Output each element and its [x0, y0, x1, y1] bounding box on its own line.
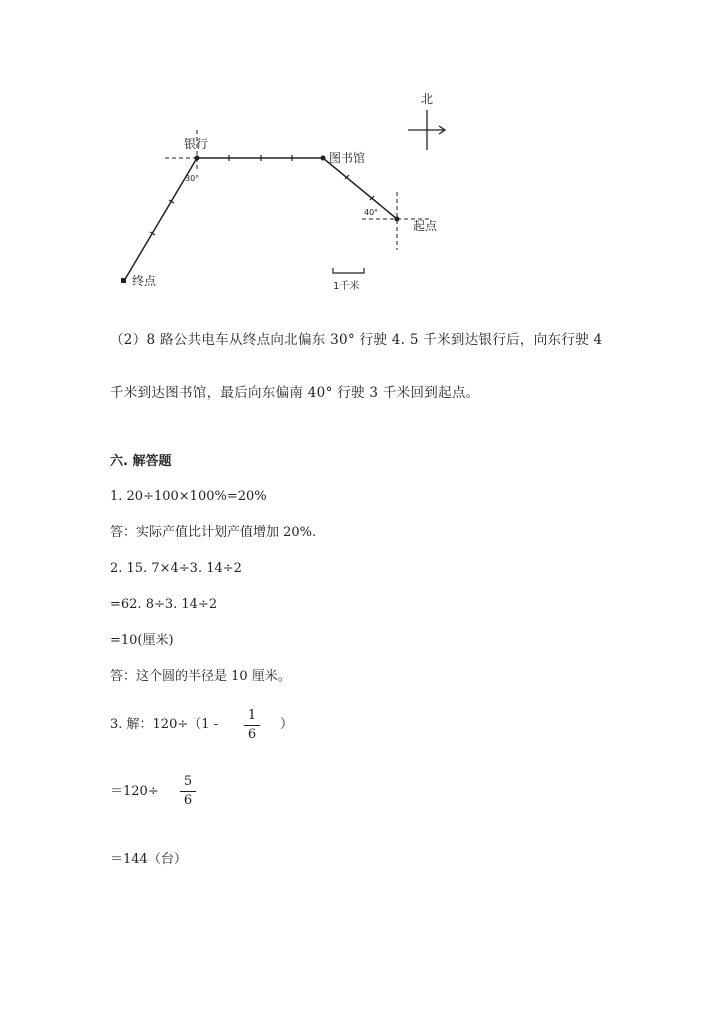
q3-fraction-2-numerator: 5 — [183, 774, 193, 789]
route-paragraph-line-2: 千米到达图书馆，最后向东偏南 40° 行驶 3 千米回到起点。 — [110, 385, 480, 401]
bank-label: 银行 — [184, 137, 209, 151]
library-label: 图书馆 — [329, 151, 366, 165]
bank-point — [195, 156, 200, 161]
q2-answer: 答：这个圆的半径是 10 厘米。 — [110, 669, 291, 684]
fraction-bar — [244, 725, 260, 726]
route-path — [124, 158, 397, 281]
q2-step-1: =62. 8÷3. 14÷2 — [110, 597, 218, 612]
section-title: 六. 解答题 — [110, 454, 172, 469]
compass — [408, 110, 445, 150]
q3-prefix: 3. 解：120÷（1 - — [110, 717, 219, 732]
q3-fraction-1 — [242, 708, 262, 743]
route-diagram — [0, 0, 720, 310]
start-point — [395, 217, 400, 222]
q3-fraction-1-denominator: 6 — [247, 727, 257, 742]
end-point — [121, 278, 126, 283]
library-point — [321, 156, 326, 161]
q2-expression: 2. 15. 7×4÷3. 14÷2 — [110, 561, 242, 576]
angle-start-label: 40° — [364, 208, 379, 217]
scale-bar — [333, 268, 364, 273]
q3-expression — [110, 718, 218, 731]
q3-step-1: ＝120÷ — [110, 784, 159, 799]
q3-fraction-1-numerator: 1 — [247, 708, 257, 723]
scale-label: 1千米 — [333, 281, 360, 292]
north-label: 北 — [421, 92, 434, 106]
q3-fraction-2-denominator: 6 — [183, 793, 193, 808]
route-ticks — [150, 155, 374, 235]
q3-result: ＝144（台） — [110, 852, 187, 867]
end-label: 终点 — [132, 274, 157, 288]
fraction-bar — [180, 791, 196, 792]
q1-answer: 答：实际产值比计划产值增加 20%. — [110, 525, 317, 540]
start-label: 起点 — [413, 219, 438, 233]
route-paragraph-line-1: （2）8 路公共电车从终点向北偏东 30° 行驶 4. 5 千米到达银行后，向东行驶 4 — [110, 332, 603, 348]
q2-step-2: =10(厘米) — [110, 633, 174, 648]
q1-expression: 1. 20÷100×100%=20% — [110, 489, 267, 504]
q3-close-paren: ） — [280, 717, 294, 732]
q3-fraction-2 — [178, 774, 198, 809]
angle-bank-label: 30° — [185, 174, 200, 183]
